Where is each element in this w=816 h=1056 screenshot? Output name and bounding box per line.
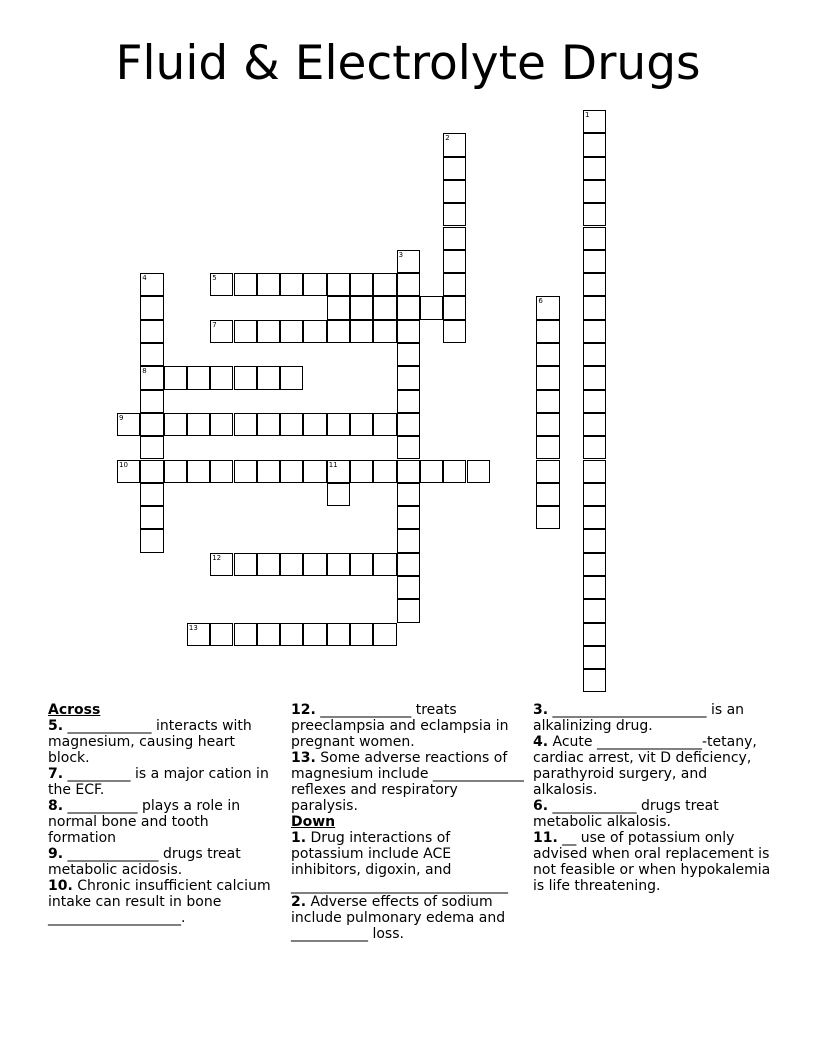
- grid-cell[interactable]: [327, 483, 350, 506]
- down-clue-6: 6. ____________ drugs treat metabolic alkalosis.: [533, 798, 719, 830]
- grid-cell[interactable]: [280, 413, 303, 436]
- grid-cell[interactable]: [583, 646, 606, 669]
- grid-cell[interactable]: [257, 623, 280, 646]
- grid-cell[interactable]: [443, 203, 466, 226]
- grid-cell[interactable]: [583, 529, 606, 552]
- grid-cell[interactable]: [164, 366, 187, 389]
- grid-cell[interactable]: [536, 320, 559, 343]
- grid-cell[interactable]: [210, 460, 233, 483]
- clue-number: 8: [142, 367, 147, 376]
- grid-cell[interactable]: [373, 623, 396, 646]
- grid-cell[interactable]: [443, 296, 466, 319]
- grid-cell[interactable]: [536, 296, 559, 319]
- grid-cell[interactable]: [467, 460, 490, 483]
- clue-number: 6: [538, 297, 543, 306]
- across-clue-5: 5. ____________ interacts with magnesium, causing heart block.: [48, 718, 252, 766]
- grid-cell[interactable]: [536, 366, 559, 389]
- grid-cell[interactable]: [583, 506, 606, 529]
- grid-cell[interactable]: [327, 553, 350, 576]
- grid-cell[interactable]: [327, 273, 350, 296]
- clues-column-2: [291, 702, 525, 942]
- grid-cell[interactable]: [536, 343, 559, 366]
- grid-cell[interactable]: [350, 553, 373, 576]
- grid-cell[interactable]: [140, 390, 163, 413]
- grid-cell[interactable]: [583, 273, 606, 296]
- grid-cell[interactable]: [303, 553, 326, 576]
- grid-cell[interactable]: [420, 460, 443, 483]
- down-clue-1: 1. Drug interactions of potassium include ACE inhibitors, digoxin, and _______________________________: [291, 830, 508, 894]
- grid-cell[interactable]: [583, 576, 606, 599]
- grid-cell[interactable]: [583, 599, 606, 622]
- grid-cell[interactable]: [303, 623, 326, 646]
- down-clue-2: 2. Adverse effects of sodium include pulmonary edema and ___________ loss.: [291, 894, 506, 942]
- grid-cell[interactable]: [583, 320, 606, 343]
- clue-number: 10: [119, 460, 128, 469]
- grid-cell[interactable]: [373, 553, 396, 576]
- grid-cell[interactable]: [303, 413, 326, 436]
- grid-cell[interactable]: [373, 413, 396, 436]
- down-clue-11: 11. __ use of potassium only advised when oral replacement is not feasible or when hypokalemia is life threatening.: [533, 830, 771, 894]
- grid-cell[interactable]: [140, 366, 163, 389]
- grid-cell[interactable]: [280, 460, 303, 483]
- grid-cell[interactable]: [164, 413, 187, 436]
- grid-cell[interactable]: [140, 343, 163, 366]
- grid-cell[interactable]: [583, 180, 606, 203]
- page-title: Fluid & Electrolyte Drugs: [115, 36, 701, 91]
- grid-cell[interactable]: [280, 366, 303, 389]
- grid-cell[interactable]: [327, 320, 350, 343]
- across-clue-8: 8. __________ plays a role in normal bone and tooth formation: [48, 798, 241, 846]
- grid-cell[interactable]: [583, 296, 606, 319]
- grid-cell[interactable]: [443, 273, 466, 296]
- clue-number: 5: [212, 274, 217, 283]
- grid-cell[interactable]: [327, 623, 350, 646]
- clue-number: 1: [585, 111, 590, 119]
- grid-cell[interactable]: [327, 413, 350, 436]
- grid-cell[interactable]: [210, 413, 233, 436]
- grid-cell[interactable]: [536, 390, 559, 413]
- down-clue-3: 3. ______________________ is an alkalinizing drug.: [533, 702, 745, 734]
- grid-cell[interactable]: [234, 553, 257, 576]
- grid-cell[interactable]: [117, 460, 140, 483]
- grid-cell[interactable]: [583, 203, 606, 226]
- clue-number: 3: [398, 250, 404, 259]
- grid-cell[interactable]: [583, 483, 606, 506]
- grid-cell[interactable]: [280, 273, 303, 296]
- grid-cell[interactable]: [117, 413, 140, 436]
- grid-cell[interactable]: [583, 413, 606, 436]
- grid-cell[interactable]: [443, 157, 466, 180]
- grid-cell[interactable]: [350, 320, 373, 343]
- grid-cell[interactable]: [443, 320, 466, 343]
- grid-cell[interactable]: [397, 413, 420, 436]
- grid-cell[interactable]: [257, 273, 280, 296]
- grid-cell[interactable]: [443, 460, 466, 483]
- across-clue-12: 12. _____________ treats preeclampsia and eclampsia in pregnant women.: [291, 702, 509, 750]
- grid-cell[interactable]: [583, 390, 606, 413]
- grid-cell[interactable]: [397, 296, 420, 319]
- grid-cell[interactable]: [536, 483, 559, 506]
- clues-column-3: [533, 702, 773, 894]
- grid-cell[interactable]: [536, 506, 559, 529]
- grid-cell[interactable]: [210, 366, 233, 389]
- grid-cell[interactable]: [234, 623, 257, 646]
- grid-cell[interactable]: [257, 553, 280, 576]
- across-clue-7: 7. _________ is a major cation in the ECF.: [48, 766, 269, 798]
- grid-cell[interactable]: [210, 273, 233, 296]
- grid-cell[interactable]: [443, 180, 466, 203]
- clues-column-1: [48, 702, 280, 926]
- down-heading: Down: [291, 814, 336, 830]
- grid-cell[interactable]: [327, 460, 350, 483]
- grid-cell[interactable]: [350, 273, 373, 296]
- grid-cell[interactable]: [583, 623, 606, 646]
- grid-cell[interactable]: [583, 157, 606, 180]
- grid-cell[interactable]: [536, 460, 559, 483]
- grid-cell[interactable]: [536, 436, 559, 459]
- grid-cell[interactable]: [583, 436, 606, 459]
- grid-cell[interactable]: [327, 296, 350, 319]
- clue-number: 11: [328, 460, 338, 469]
- clue-number: 2: [445, 134, 450, 143]
- grid-cell[interactable]: [210, 623, 233, 646]
- grid-cell[interactable]: [397, 529, 420, 552]
- grid-cell[interactable]: [583, 366, 606, 389]
- grid-cell[interactable]: [443, 250, 466, 273]
- grid-cell[interactable]: [397, 553, 420, 576]
- grid-cell[interactable]: [536, 413, 559, 436]
- across-clue-10: 10. Chronic insufficient calcium intake can result in bone ___________________.: [48, 878, 271, 926]
- grid-cell[interactable]: [583, 669, 606, 692]
- grid-cell[interactable]: [210, 320, 233, 343]
- clue-number: 9: [119, 413, 124, 422]
- grid-cell[interactable]: [140, 460, 163, 483]
- grid-cell[interactable]: [443, 133, 466, 156]
- grid-cell[interactable]: [350, 296, 373, 319]
- grid-cell[interactable]: [210, 553, 233, 576]
- grid-cell[interactable]: [257, 366, 280, 389]
- grid-cell[interactable]: [187, 623, 210, 646]
- grid-cell[interactable]: [397, 460, 420, 483]
- grid-cell[interactable]: [397, 599, 420, 622]
- grid-cell[interactable]: [280, 553, 303, 576]
- grid-cell[interactable]: [164, 460, 187, 483]
- grid-cell[interactable]: [280, 623, 303, 646]
- grid-cell[interactable]: [234, 366, 257, 389]
- grid-cell[interactable]: [583, 133, 606, 156]
- grid-cell[interactable]: [140, 413, 163, 436]
- grid-cell[interactable]: [397, 320, 420, 343]
- grid-cell[interactable]: [350, 623, 373, 646]
- grid-cell[interactable]: [234, 320, 257, 343]
- grid-cell[interactable]: [140, 296, 163, 319]
- grid-cell[interactable]: [140, 529, 163, 552]
- grid-cell[interactable]: [257, 460, 280, 483]
- clue-number: 12: [212, 553, 222, 562]
- grid-cell[interactable]: [234, 413, 257, 436]
- grid-cell[interactable]: [397, 366, 420, 389]
- grid-cell[interactable]: [140, 483, 163, 506]
- grid-cell[interactable]: [257, 320, 280, 343]
- grid-cell[interactable]: [397, 436, 420, 459]
- grid-cell[interactable]: [397, 483, 420, 506]
- across-clue-13: 13. Some adverse reactions of magnesium include _____________ reflexes and respiratory paralysis.: [291, 750, 524, 814]
- grid-cell[interactable]: [187, 460, 210, 483]
- grid-cell[interactable]: [350, 460, 373, 483]
- grid-cell[interactable]: [140, 506, 163, 529]
- grid-cell[interactable]: [397, 576, 420, 599]
- grid-cell[interactable]: [397, 506, 420, 529]
- grid-cell[interactable]: [420, 296, 443, 319]
- grid-cell[interactable]: [140, 320, 163, 343]
- clue-number: 4: [142, 274, 147, 283]
- clue-number: 13: [188, 623, 198, 632]
- grid-cell[interactable]: [583, 460, 606, 483]
- grid-cell[interactable]: [140, 436, 163, 459]
- grid-cell[interactable]: [303, 460, 326, 483]
- across-heading: Across: [48, 702, 101, 718]
- grid-cell[interactable]: [397, 390, 420, 413]
- down-clue-4: 4. Acute _______________-tetany, cardiac arrest, vit D deficiency, parathyroid surgery, and alkalosis.: [533, 734, 757, 798]
- grid-cell[interactable]: [583, 250, 606, 273]
- grid-cell[interactable]: [373, 273, 396, 296]
- grid-cell[interactable]: [350, 413, 373, 436]
- grid-cell[interactable]: [583, 553, 606, 576]
- grid-cell[interactable]: [397, 273, 420, 296]
- grid-cell[interactable]: [280, 320, 303, 343]
- grid-cell[interactable]: [234, 273, 257, 296]
- grid-cell[interactable]: [583, 110, 606, 133]
- across-clue-9: 9. _____________ drugs treat metabolic acidosis.: [48, 846, 241, 878]
- grid-cell[interactable]: [583, 227, 606, 250]
- grid-cell[interactable]: [303, 273, 326, 296]
- grid-cell[interactable]: [257, 413, 280, 436]
- grid-cell[interactable]: [187, 413, 210, 436]
- grid-cell[interactable]: [140, 273, 163, 296]
- grid-cell[interactable]: [373, 296, 396, 319]
- grid-cell[interactable]: [373, 320, 396, 343]
- grid-cell[interactable]: [583, 343, 606, 366]
- grid-cell[interactable]: [373, 460, 396, 483]
- grid-cell[interactable]: [303, 320, 326, 343]
- grid-cell[interactable]: [443, 227, 466, 250]
- grid-cell[interactable]: [234, 460, 257, 483]
- grid-cell[interactable]: [397, 250, 420, 273]
- grid-cell[interactable]: [397, 343, 420, 366]
- grid-cell[interactable]: [187, 366, 210, 389]
- clue-number: 7: [212, 320, 217, 329]
